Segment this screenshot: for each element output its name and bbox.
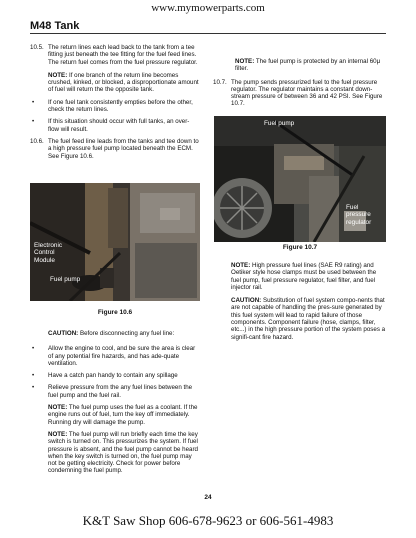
caution-before-disconnecting — [30, 330, 200, 337]
note-text: High pressure fuel lines (SAE R9 rating) and Oetiker style hose clamps must be used between the fuel pump, fuel pressure regulator, fuel filter, and fuel injector rail. — [231, 262, 377, 291]
bullet-text: If this situation should occur with full tanks, an over-flow will result. — [48, 118, 190, 133]
ecm-label: Electronic Control Module — [34, 242, 63, 264]
section-title: M48 Tank — [30, 20, 80, 32]
left-column — [30, 44, 200, 160]
bullet-icon: • — [32, 345, 35, 353]
bullet-icon: • — [32, 98, 35, 106]
right-column-lower — [231, 262, 386, 346]
bullet-icon: • — [32, 118, 35, 126]
bullet-text: If one fuel tank consistently empties before the other, check the return lines. — [48, 98, 193, 114]
step-10-6 — [30, 138, 200, 160]
bullet-text: Allow the engine to cool, and be sure the area is clear of any potential fire hazards, and has ade-quate ventilation. — [48, 345, 196, 367]
note-fuel-coolant — [30, 404, 200, 426]
note-label: NOTE: — [48, 71, 68, 79]
note-label: NOTE: — [48, 430, 68, 438]
bullet-text: Relieve pressure from the any fuel lines between the fuel pump and the fuel rail. — [48, 384, 193, 399]
page-number: 24 — [204, 494, 212, 501]
figure-10-6-caption: Figure 10.6 — [97, 309, 133, 316]
bullet-item — [30, 118, 200, 133]
step-text: The fuel feed line leads from the tanks and tee down to a high pressure fuel pump located beneath the ECM. See Figure 10.6. — [48, 137, 199, 160]
bullet-item — [30, 372, 200, 379]
step-text: The pump sends pressurized fuel to the fuel pressure regulator. The regulator maintains a constant down-stream pressure of between 36 and 42 PSI. See Figure 10.7. — [231, 78, 383, 108]
bullet-text: Have a catch pan handy to contain any spillage — [48, 372, 178, 380]
caution-label: CAUTION: — [231, 297, 262, 305]
caution-text: Substitution of fuel system compo-nents that are not capable of handling the pres-sure generated by this fuel system will lead to rapid failure of those components. Component failure (hose, clamps, filter, etc...) in the high pressure portion of the system poses a signifi-cant fire hazard. — [231, 297, 386, 341]
note-internal-filter — [217, 58, 387, 73]
fuel-pump-label: Fuel pump — [264, 120, 295, 127]
note-label: NOTE: — [231, 262, 251, 269]
step-number: 10.5. — [30, 44, 44, 51]
step-number: 10.6. — [30, 137, 44, 145]
bullet-item — [30, 384, 200, 399]
step-10-5 — [30, 44, 200, 66]
left-column-lower — [30, 330, 200, 480]
bullet-item — [30, 345, 200, 367]
footer-contact: K&T Saw Shop 606-678-9623 or 606-561-4983 — [82, 513, 334, 528]
note-text: The fuel pump is protected by an internal 60μ filter. — [235, 58, 381, 73]
caution-label: CAUTION: — [48, 330, 79, 337]
note-text: The fuel pump uses the fuel as a coolant. If the engine runs out of fuel, turn the key off immediately. Running dry will damage the pump. — [48, 404, 198, 426]
caution-text: Before disconnecting any fuel line: — [78, 330, 175, 337]
figure-10-7-photo — [214, 116, 386, 242]
site-url: www.mymowerparts.com — [151, 2, 265, 14]
figure-10-7-caption: Figure 10.7 — [282, 244, 318, 251]
step-10-7 — [213, 79, 387, 108]
caution-substitution — [231, 297, 386, 341]
note-label: NOTE: — [48, 404, 68, 412]
bullet-icon: • — [32, 372, 35, 380]
figure-10-6-photo — [30, 183, 200, 301]
note-return-line — [30, 72, 200, 94]
step-number: 10.7. — [213, 78, 227, 86]
step-text: The return lines each lead back to the tank from a tee fitting just beneath the tee fitting for the fuel feed lines. The return fuel comes from the fuel pressure regulator. — [48, 44, 198, 66]
note-text: The fuel pump will run briefly each time the key switch is turned on. This pressurizes the system. If fuel pressure is absent, and the fuel pump cannot be heard when the key switch is turned on, the fuel pump may not be getting electricity. Check for power before condemning the fuel pump. — [48, 430, 198, 475]
bullet-icon: • — [32, 384, 35, 392]
note-label: NOTE: — [235, 58, 255, 65]
right-column — [213, 58, 387, 108]
bullet-item — [30, 99, 200, 114]
fuel-pump-label: Fuel pump — [50, 276, 81, 283]
fuel-pressure-regulator-label: Fuel pressure regulator — [346, 204, 372, 226]
header-rule — [30, 33, 386, 34]
note-text: If one branch of the return line becomes crushed, kinked, or blocked, a disproportionate amount of fuel will return the the opposite tank. — [48, 71, 199, 94]
note-high-pressure-lines — [231, 262, 386, 291]
note-fuel-pump-run — [30, 431, 200, 475]
